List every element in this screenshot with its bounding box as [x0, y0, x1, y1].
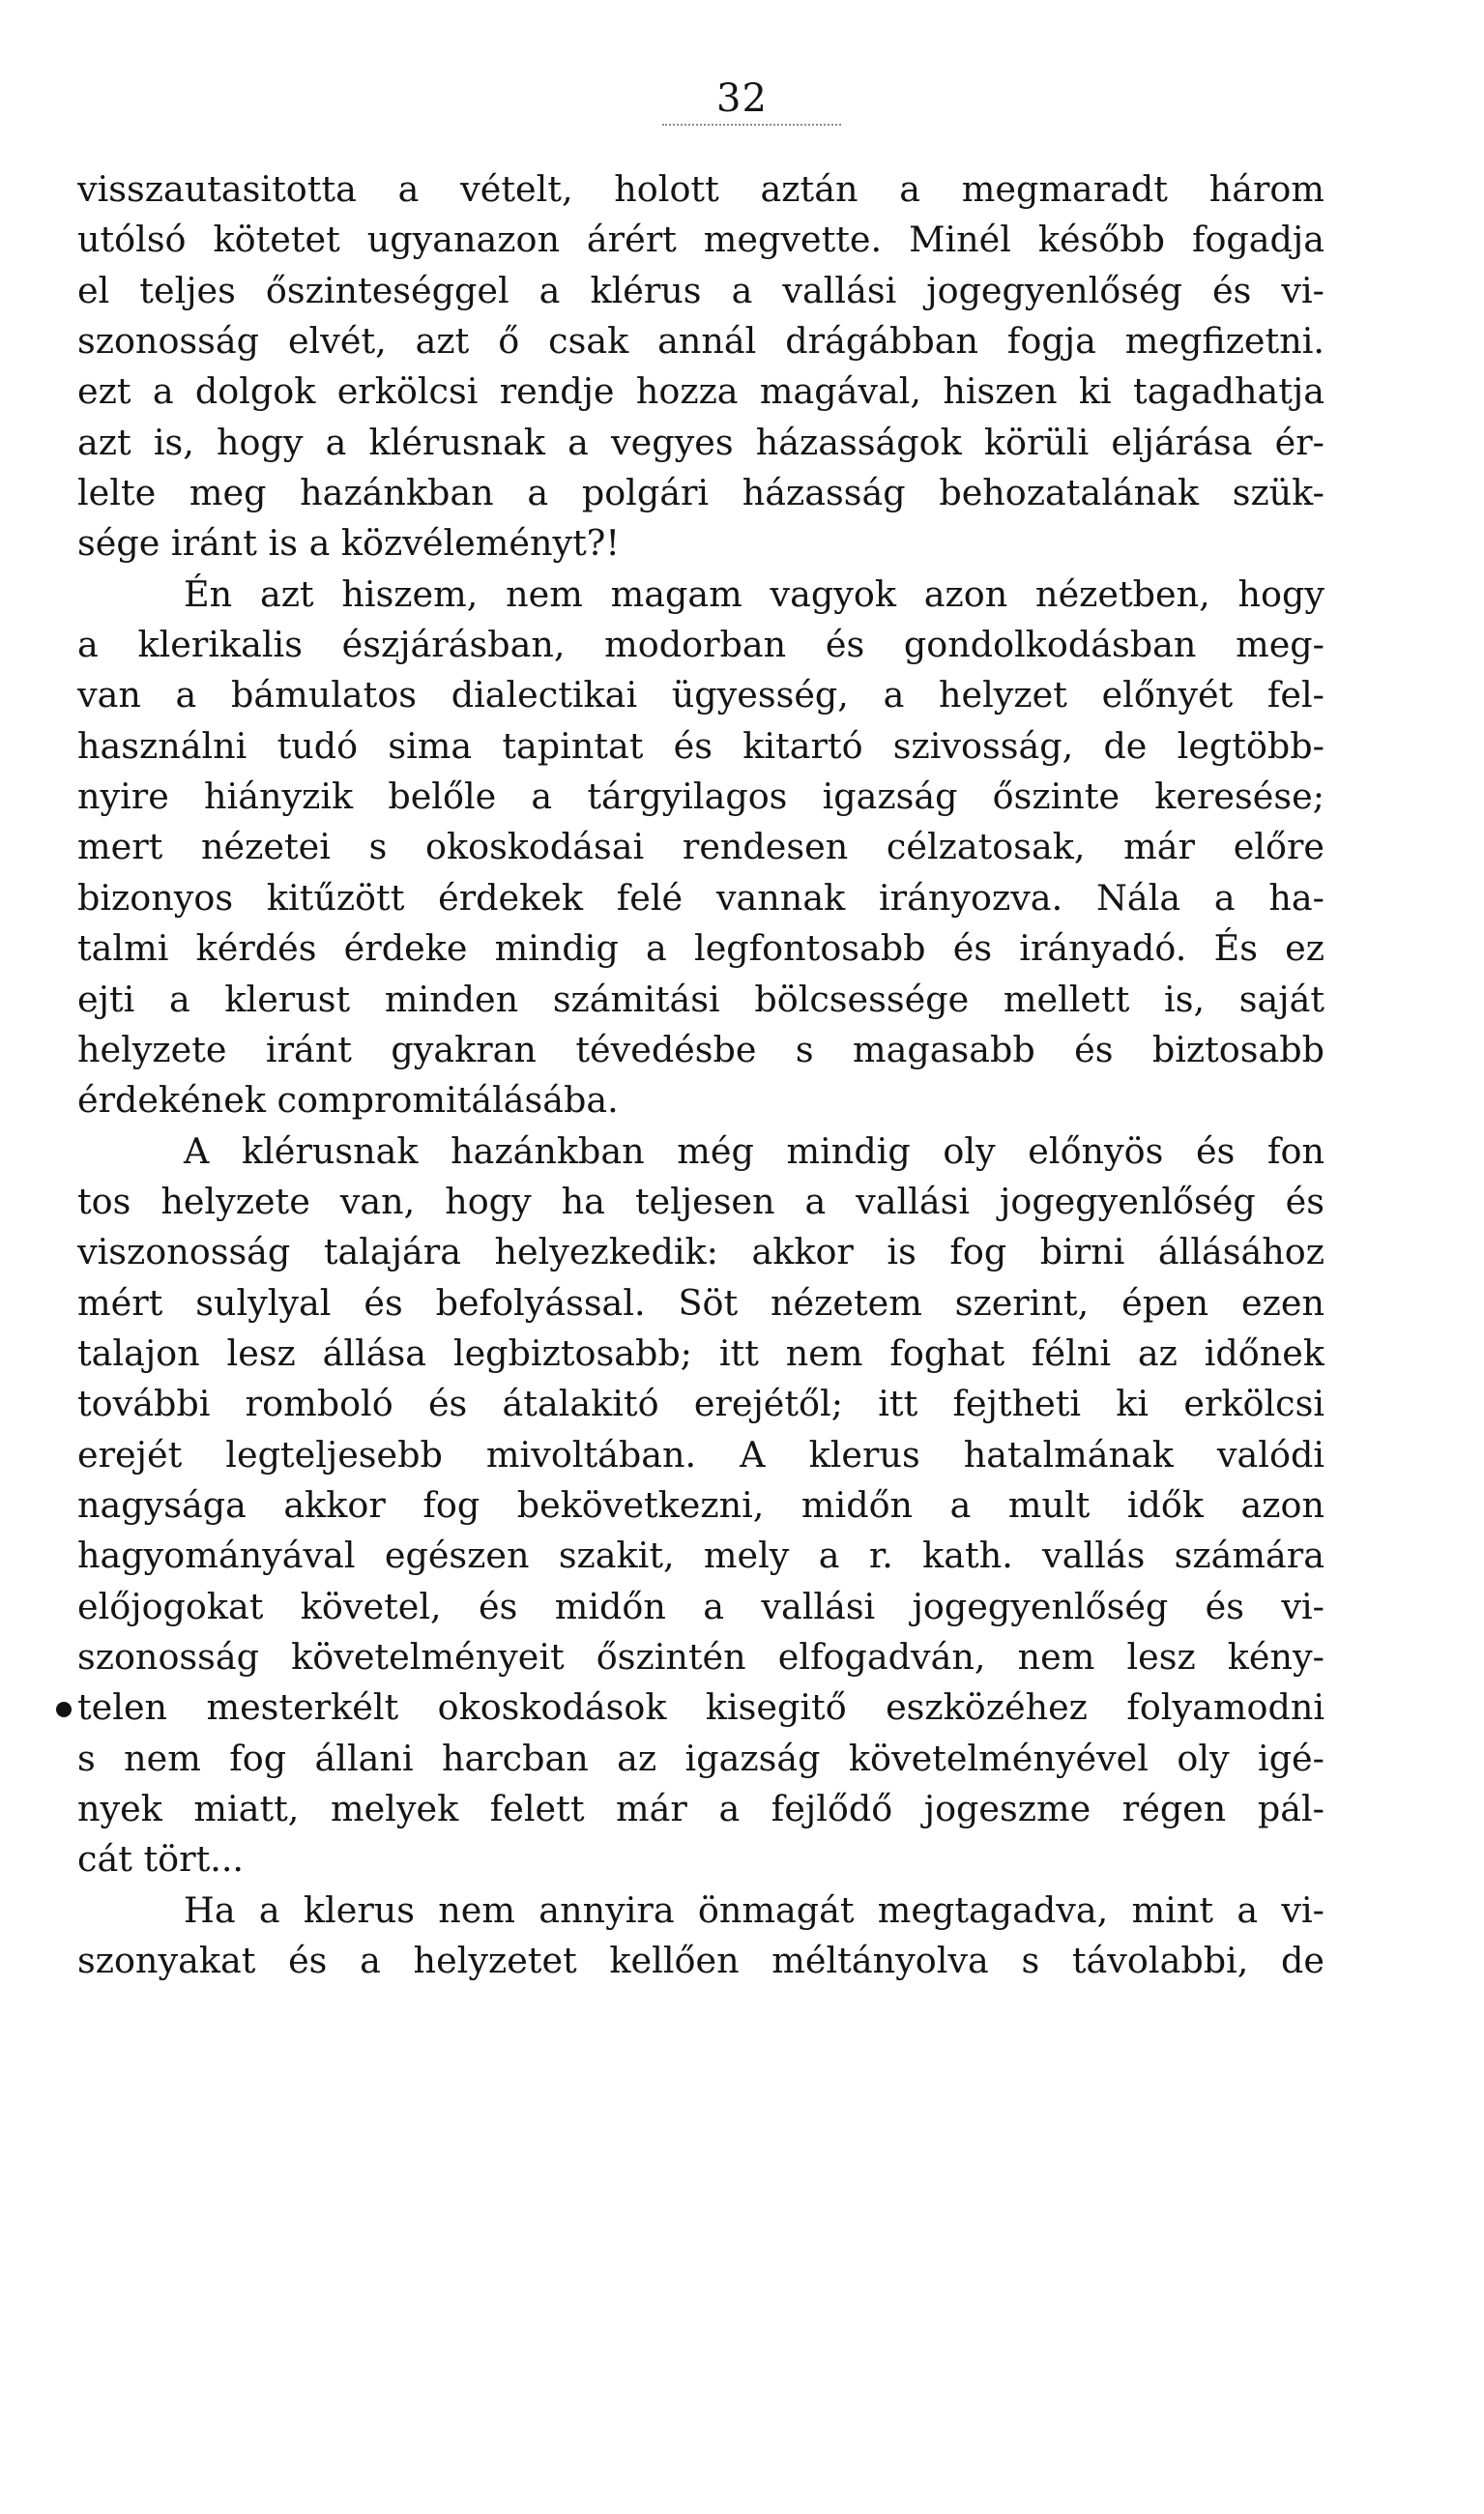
text-line: mert nézetei s okoskodásai rendesen célzatosak, már előre: [77, 826, 1324, 868]
text-line: tos helyzete van, hogy ha teljesen a vallási jogegyenlőség és: [77, 1180, 1324, 1222]
page-number: 32: [716, 76, 768, 121]
text-line: ezt a dolgok erkölcsi rendje hozza magával, hiszen ki tagadhatja: [77, 370, 1324, 413]
text-line: további romboló és átalakitó erejétől; itt fejtheti ki erkölcsi: [77, 1383, 1324, 1425]
text-line: talmi kérdés érdeke mindig a legfontosabb és irányadó. És ez: [77, 927, 1324, 970]
text-line: szonyakat és a helyzetet kellően méltányolva s távolabbi, de: [77, 1940, 1324, 1982]
paragraph-start-line: Én azt hiszem, nem magam vagyok azon nézetben, hogy: [184, 572, 1324, 615]
text-line: hagyományával egészen szakit, mely a r. kath. vallás számára: [77, 1535, 1324, 1577]
text-line: s nem fog állani harcban az igazság követelményével oly igé-: [77, 1737, 1324, 1779]
margin-dot-mark: [56, 1702, 72, 1717]
text-line: sége iránt is a közvéleményt?!: [77, 522, 620, 565]
text-line: el teljes őszinteséggel a klérus a vallási jogegyenlőség és vi-: [77, 269, 1324, 311]
text-line: nagysága akkor fog bekövetkezni, midőn a mult idők azon: [77, 1483, 1324, 1526]
text-line: telen mesterkélt okoskodások kisegitő eszközéhez folyamodni: [77, 1686, 1324, 1729]
text-line: erejét legteljesebb mivoltában. A klerus hatalmának valódi: [77, 1433, 1324, 1476]
text-line: szonosság elvét, azt ő csak annál drágábban fogja megfizetni.: [77, 320, 1324, 363]
paragraph-start-line: Ha a klerus nem annyira önmagát megtagadva, mint a vi-: [184, 1888, 1324, 1931]
text-line: helyzete iránt gyakran tévedésbe s magasabb és biztosabb: [77, 1028, 1324, 1070]
text-line: szonosság követelményeit őszintén elfogadván, nem lesz kény-: [77, 1635, 1324, 1678]
text-line: bizonyos kitűzött érdekek felé vannak irányozva. Nála a ha-: [77, 876, 1324, 919]
text-line: lelte meg hazánkban a polgári házasság behozatalának szük-: [77, 472, 1324, 514]
text-line: használni tudó sima tapintat és kitartó szivosság, de legtöbb-: [77, 724, 1324, 767]
text-line: azt is, hogy a klérusnak a vegyes házasságok körüli eljárása ér-: [77, 421, 1324, 463]
text-line: a klerikalis észjárásban, modorban és gondolkodásban meg-: [77, 624, 1324, 666]
text-line: ejti a klerust minden számitási bölcsessége mellett is, saját: [77, 978, 1324, 1020]
text-line: talajon lesz állása legbiztosabb; itt nem foghat félni az időnek: [77, 1331, 1324, 1374]
page-number-ornament: [662, 124, 841, 126]
paragraph-start-line: A klérusnak hazánkban még mindig oly előnyös és fon: [184, 1129, 1324, 1172]
text-line: nyek miatt, melyek felett már a fejlődő jogeszme régen pál-: [77, 1788, 1324, 1829]
text-line: érdekének compromitálásába.: [77, 1079, 619, 1122]
text-line: nyire hiányzik belőle a tárgyilagos igazság őszinte keresése;: [77, 775, 1324, 818]
text-line: utólsó kötetet ugyanazon árért megvette. Minél később fogadja: [77, 219, 1324, 261]
text-line: előjogokat követel, és midőn a vallási jogegyenlőség és vi-: [77, 1585, 1324, 1627]
text-line: viszonosság talajára helyezkedik: akkor is fog birni állásához: [77, 1231, 1324, 1273]
text-line: van a bámulatos dialectikai ügyesség, a helyzet előnyét fel-: [77, 674, 1324, 716]
text-line: cát tört...: [77, 1838, 245, 1881]
body-text: [77, 164, 1324, 1986]
text-line: mért sulylyal és befolyással. Söt nézetem szerint, épen ezen: [77, 1281, 1324, 1324]
text-line: visszautasitotta a vételt, holott aztán a megmaradt három: [77, 168, 1324, 210]
